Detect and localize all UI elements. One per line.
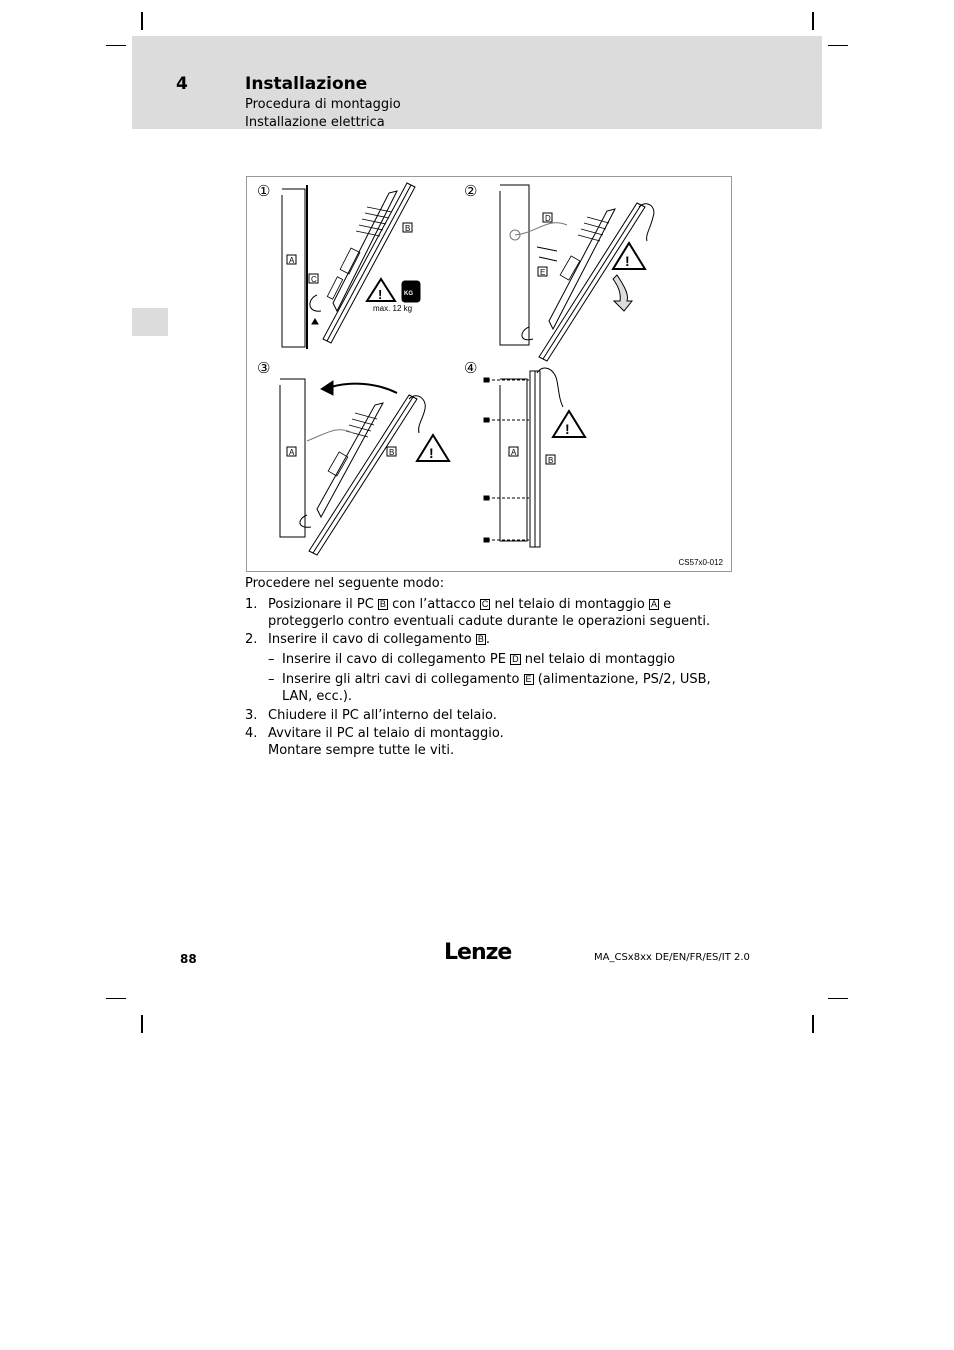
crop-mark [106,998,126,999]
chapter-number: 4 [176,74,188,94]
step-list [245,596,735,759]
ref-label: B [379,599,386,609]
dash: – [268,652,275,667]
step-text: Avvitare il PC al telaio di montaggio. [268,726,504,741]
step-text: con l’attacco [392,597,476,612]
label-c: C [311,275,317,284]
label-d: D [545,214,551,223]
label-b: B [389,448,395,457]
intro-text: Procedere nel seguente modo: [245,576,445,591]
step-text: nel telaio di montaggio [494,597,645,612]
weight-note: max. 12 kg [373,304,413,313]
ref-label: E [525,674,532,684]
crop-mark [812,12,814,30]
weight-icon: KG [404,291,413,297]
ref-label: B [477,634,484,644]
ref-label: D [512,654,519,664]
step-marker-4: ④ [464,360,478,377]
header-band [132,36,822,129]
step-marker-2: ② [464,183,478,200]
section-subtitle: Procedura di montaggio [245,97,401,112]
side-tab [132,308,168,336]
step-number: 2. [245,632,258,647]
step-number: 1. [245,597,258,612]
step-text: Montare sempre tutte le viti. [268,743,455,758]
warning-icon: ! [625,253,630,269]
label-a: A [511,448,517,457]
step-number: 4. [245,726,258,741]
document-reference: MA_CSx8xx DE/EN/FR/ES/IT 2.0 [594,952,750,963]
sub-step-text: Inserire gli altri cavi di collegamento [282,672,520,687]
dash: – [268,672,275,687]
warning-icon: ! [378,287,383,302]
ref-label: C [481,599,489,609]
figure-code: CS57x0-012 [678,558,723,567]
sub-step [268,651,735,668]
crop-mark [828,998,848,999]
warning-icon: ! [429,445,434,461]
step-item [245,707,735,724]
sub-step-text: (alimentazione, PS/2, USB, LAN, ecc.). [282,672,711,704]
label-b: B [405,224,411,233]
crop-mark [141,1015,143,1033]
label-b: B [548,456,554,465]
installation-figure [246,176,732,572]
lenze-logo: Lenze [444,940,512,965]
section-subtitle: Installazione elettrica [245,115,385,130]
installation-illustration [247,177,733,573]
warning-icon: ! [565,421,570,437]
step-marker-3: ③ [257,360,271,377]
crop-mark [812,1015,814,1033]
sub-step-text: Inserire il cavo di collegamento PE [282,652,506,667]
crop-mark [106,45,126,46]
ref-label: A [650,599,657,609]
page-number: 88 [180,952,197,966]
label-a: A [289,256,295,265]
step-text: Chiudere il PC all’interno del telaio. [268,708,497,723]
crop-mark [828,45,848,46]
step-text: e proteggerlo contro eventuali cadute durante le operazioni seguenti. [268,597,711,629]
instructions [245,575,735,760]
sub-step [268,671,735,705]
step-item [245,596,735,630]
step-text: . [485,632,491,647]
step-text: Posizionare il PC [268,597,374,612]
step-number: 3. [245,708,258,723]
step-item [245,631,735,705]
step-marker-1: ① [257,183,271,200]
crop-mark [141,12,143,30]
sub-step-text: nel telaio di montaggio [524,652,676,667]
step-text: Inserire il cavo di collegamento [268,632,472,647]
label-e: E [540,268,546,277]
step-item [245,725,735,759]
label-a: A [289,448,295,457]
chapter-title: Installazione [245,74,368,94]
